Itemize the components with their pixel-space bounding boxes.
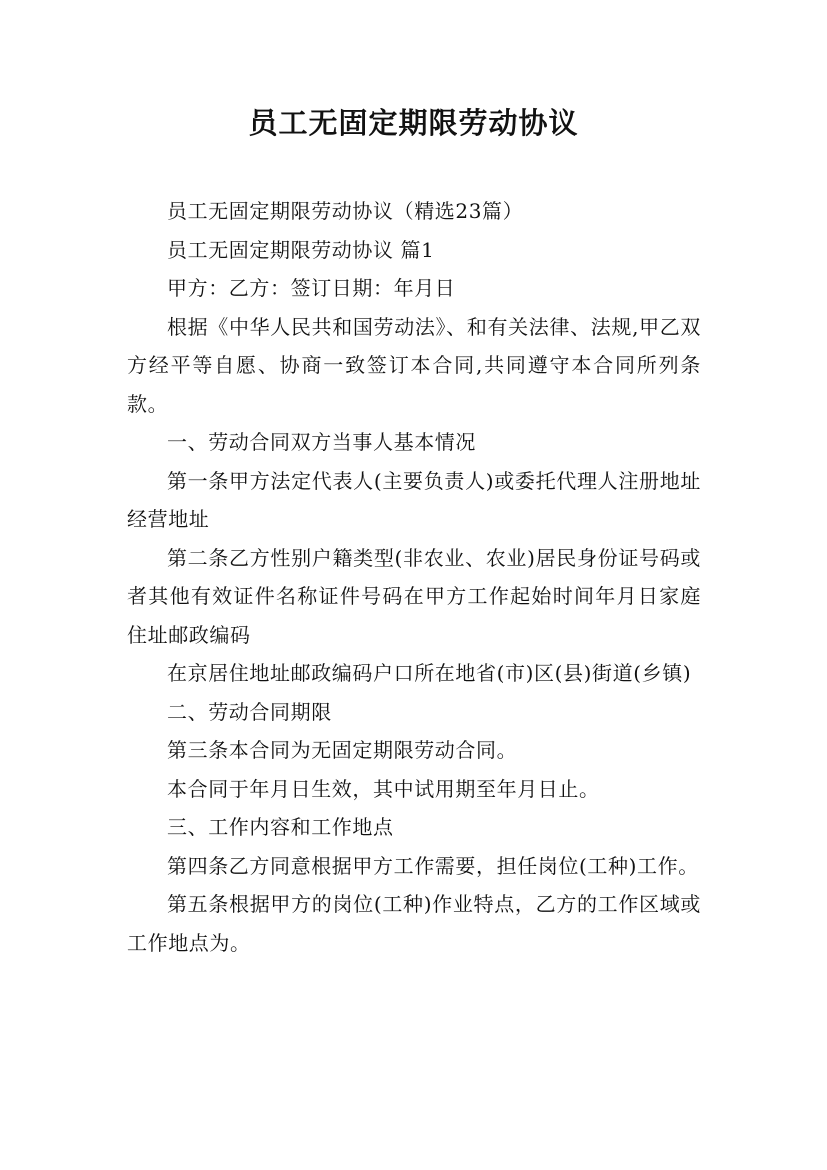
section-heading-contract-term: 二、劳动合同期限 <box>167 699 332 724</box>
paragraph-clause-4: 第四条乙方同意根据甲方工作需要，担任岗位(工种)工作。 <box>167 853 699 878</box>
paragraph-effective-date: 本合同于年月日生效，其中试用期至年月日止。 <box>167 776 600 801</box>
paragraph-preamble: 根据《中华人民共和国劳动法》、和有关法律、法规,甲乙双方经平等自愿、协商一致签订本合同,共同遵守本合同所列条款。 <box>127 314 701 416</box>
paragraph-clause-2: 第二条乙方性别户籍类型(非农业、农业)居民身份证号码或者其他有效证件名称证件号码在甲方工作起始时间年月日家庭住址邮政编码 <box>127 545 701 647</box>
document-title: 员工无固定期限劳动协议 <box>248 106 579 140</box>
paragraph-clause-5: 第五条根据甲方的岗位(工种)作业特点，乙方的工作区域或工作地点为。 <box>127 892 701 955</box>
paragraph-article-heading: 员工无固定期限劳动协议 篇1 <box>167 237 435 262</box>
paragraph-clause-1: 第一条甲方法定代表人(主要负责人)或委托代理人注册地址经营地址 <box>127 468 701 531</box>
document-body <box>127 192 701 962</box>
section-heading-parties-info: 一、劳动合同双方当事人基本情况 <box>167 430 476 454</box>
paragraph-subtitle: 员工无固定期限劳动协议（精选23篇） <box>167 199 524 223</box>
paragraph-clause-3: 第三条本合同为无固定期限劳动合同。 <box>167 738 518 762</box>
section-heading-work-content: 三、工作内容和工作地点 <box>167 815 394 839</box>
paragraph-parties: 甲方：乙方：签订日期：年月日 <box>167 276 456 300</box>
paragraph-residence: 在京居住地址邮政编码户口所在地省(市)区(县)街道(乡镇) <box>167 661 692 685</box>
